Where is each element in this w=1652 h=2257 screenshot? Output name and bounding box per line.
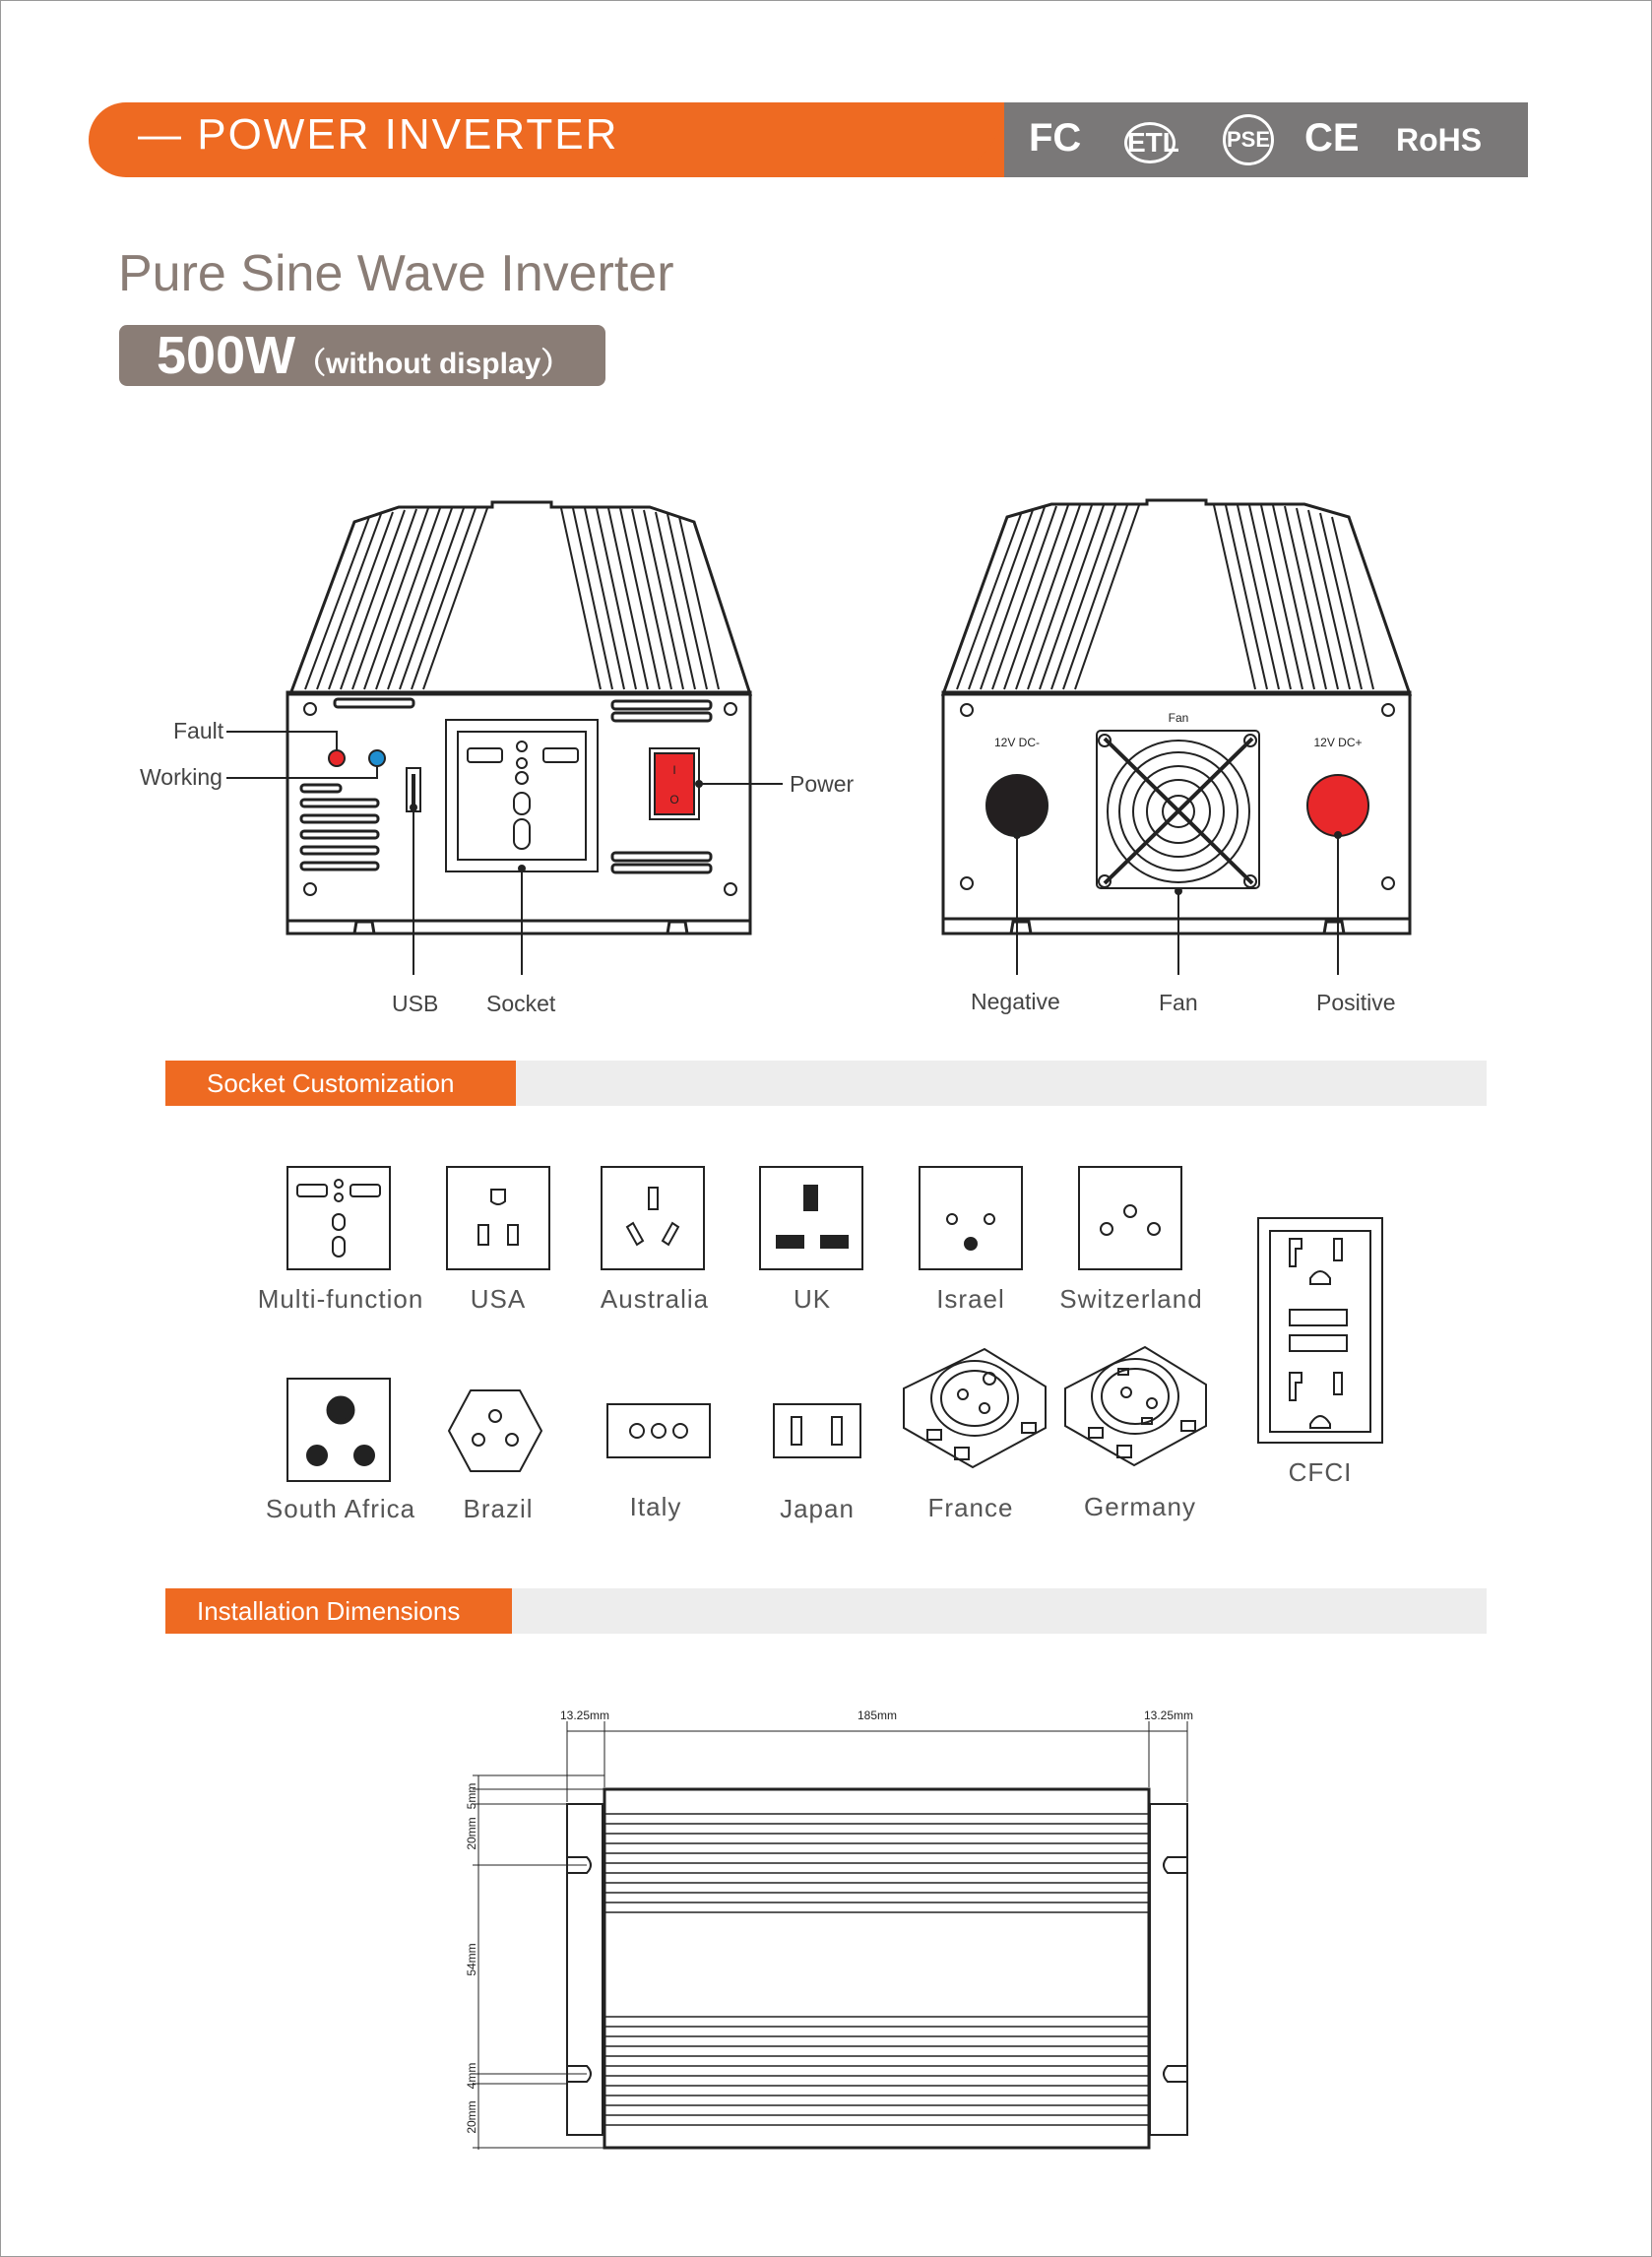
socket-caption: Switzerland — [1059, 1284, 1203, 1314]
power-switch-on-mark: I — [672, 763, 676, 777]
socket-caption: CFCI — [1288, 1457, 1353, 1487]
socket-caption: Japan — [780, 1494, 855, 1523]
positive-label: Positive — [1316, 990, 1396, 1015]
header-title: — POWER INVERTER — [138, 110, 619, 159]
fan-panel-label: Fan — [1168, 711, 1189, 725]
fan-label: Fan — [1159, 990, 1198, 1015]
dim-side-20mm-bottom: 20mm — [465, 2100, 478, 2134]
socket-caption: Germany — [1084, 1492, 1196, 1521]
page-title: Pure Sine Wave Inverter — [118, 245, 674, 302]
etl-cert-icon: ETL — [1124, 122, 1175, 163]
dim-length: 185mm — [857, 1709, 898, 1722]
dim-side-4mm: 4mm — [465, 2062, 478, 2090]
dc-plus-label: 12V DC+ — [1313, 736, 1363, 749]
dim-side-20mm-top: 20mm — [465, 1817, 478, 1850]
dim-side-5mm: 5mm — [465, 1782, 478, 1810]
dim-side-54mm: 54mm — [465, 1943, 478, 1976]
model-power: 500W — [157, 326, 296, 385]
fault-label: Fault — [173, 718, 224, 743]
install-section-title: Installation Dimensions — [165, 1588, 512, 1634]
socket-caption: USA — [470, 1284, 527, 1314]
pse-cert-icon: PSE — [1223, 114, 1274, 165]
power-switch-off-mark: O — [669, 793, 679, 806]
socket-caption: Israel — [936, 1284, 1005, 1314]
model-variant: （without display） — [296, 348, 571, 380]
rohs-cert-icon: RoHS — [1396, 122, 1483, 158]
dim-left-margin: 13.25mm — [559, 1709, 610, 1722]
socket-caption: UK — [793, 1284, 832, 1314]
socket-caption: Multi-function — [257, 1284, 424, 1314]
ce-cert-icon: CE — [1304, 116, 1360, 160]
socket-caption: France — [927, 1493, 1014, 1522]
socket-caption: Brazil — [463, 1494, 534, 1523]
socket-section-title: Socket Customization — [165, 1061, 516, 1106]
dc-minus-label: 12V DC- — [993, 736, 1041, 749]
fc-cert-icon: FC — [1029, 116, 1082, 160]
dim-right-margin: 13.25mm — [1143, 1709, 1194, 1722]
usb-label: USB — [392, 991, 439, 1016]
socket-caption: South Africa — [265, 1494, 416, 1523]
power-label: Power — [790, 771, 855, 797]
socket-label: Socket — [486, 991, 556, 1016]
negative-label: Negative — [971, 989, 1060, 1014]
socket-caption: Australia — [600, 1284, 710, 1314]
socket-caption: Italy — [629, 1492, 682, 1521]
working-label: Working — [140, 764, 222, 790]
